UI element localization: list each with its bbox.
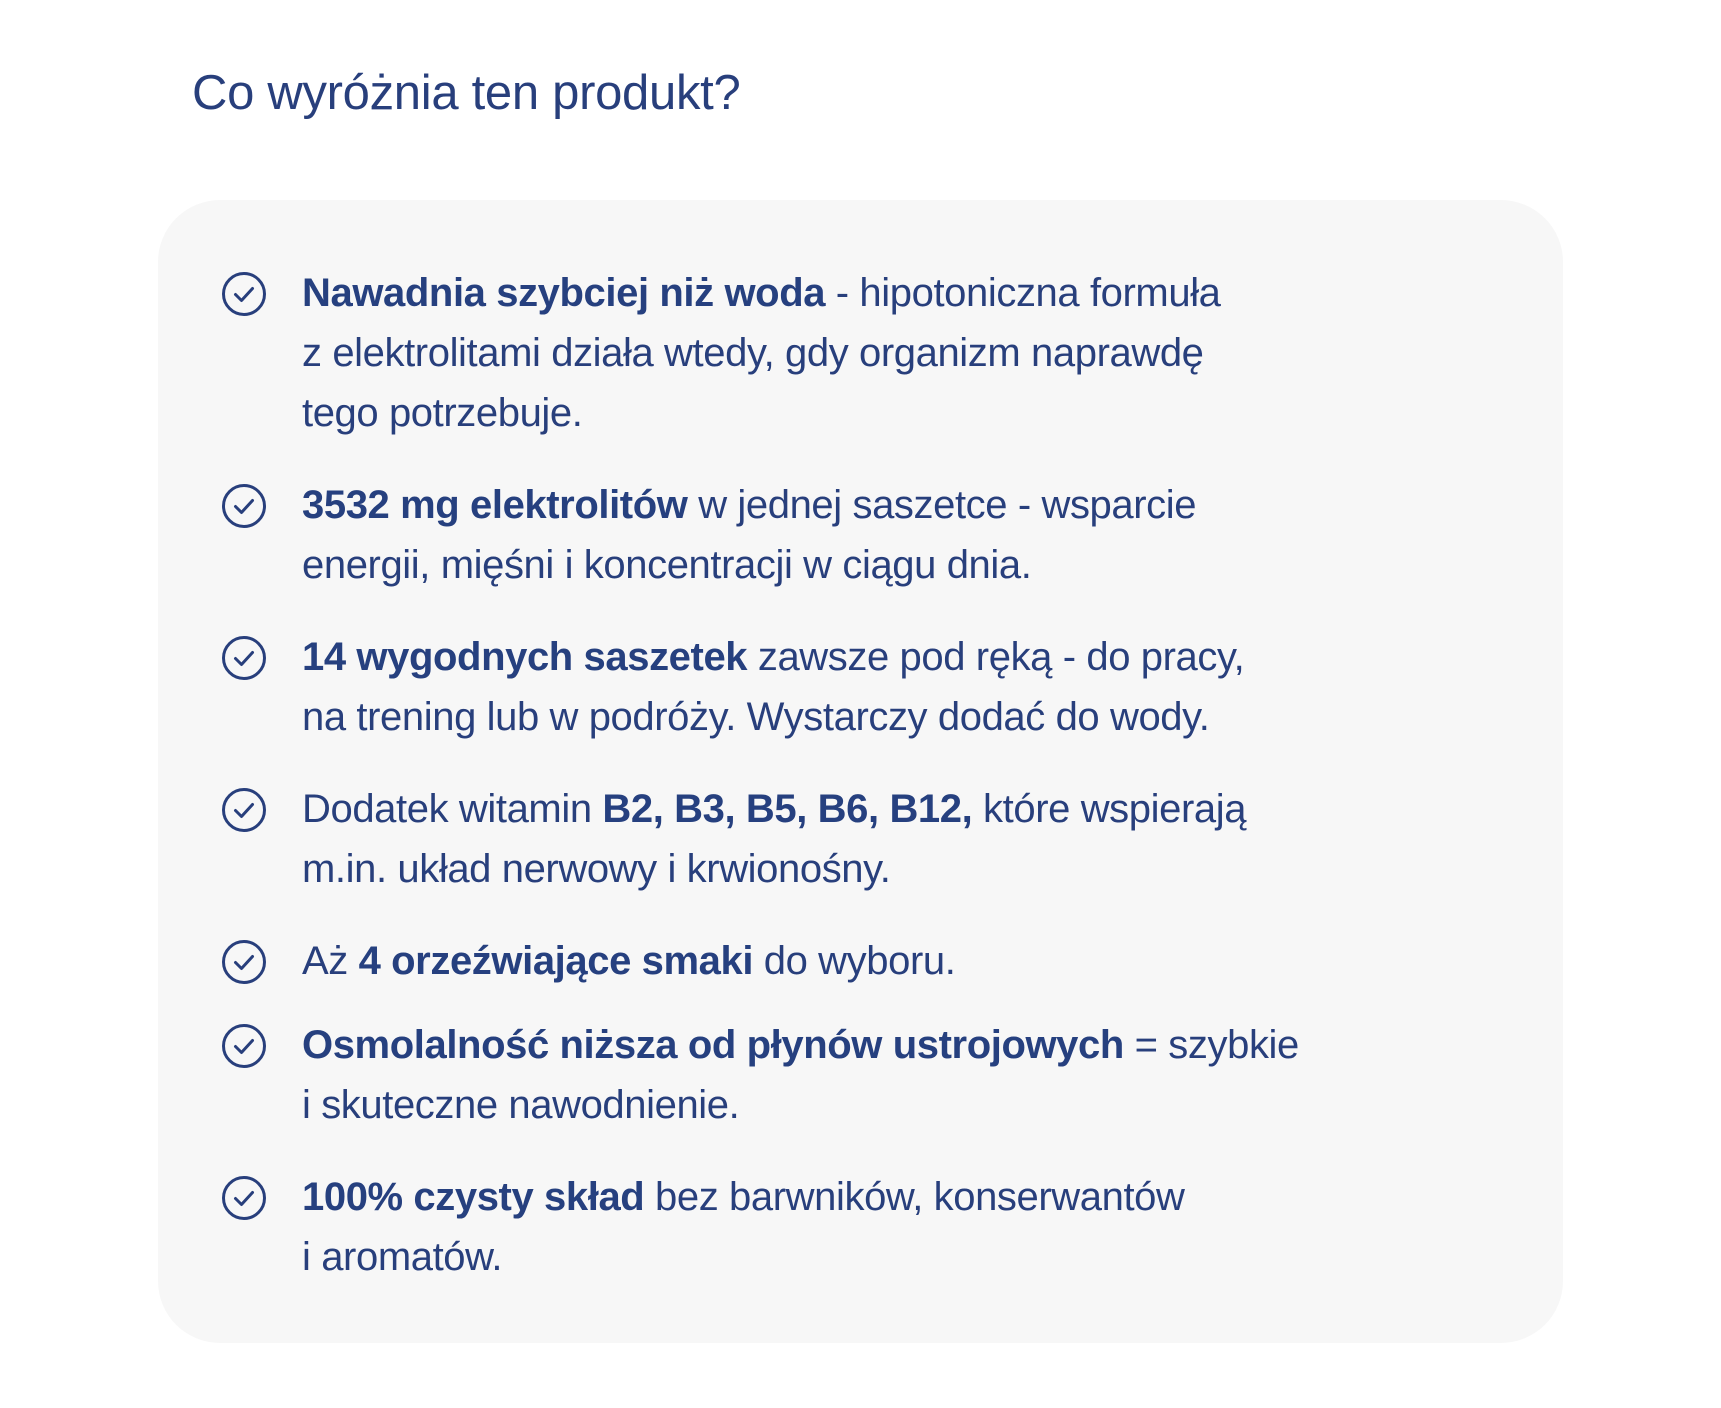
feature-description: do wyboru.	[753, 939, 956, 983]
feature-item	[220, 1167, 1520, 1287]
feature-item	[220, 779, 1520, 899]
check-circle-icon	[220, 482, 268, 530]
feature-text	[302, 787, 1246, 891]
feature-item	[220, 263, 1520, 443]
feature-description: Dodatek witamin	[302, 787, 603, 831]
check-circle-icon	[220, 1022, 268, 1070]
feature-description: = szybkie i skuteczne nawodnienie.	[302, 1023, 1299, 1127]
feature-list	[220, 263, 1520, 1319]
feature-text	[302, 1023, 1299, 1127]
check-circle-icon	[220, 634, 268, 682]
feature-highlight: Osmolalność niższa od płynów ustrojowych	[302, 1023, 1124, 1067]
feature-item	[220, 931, 1520, 991]
page-title: Co wyróżnia ten produkt?	[192, 66, 741, 120]
feature-item	[220, 475, 1520, 595]
check-circle-icon	[220, 938, 268, 986]
feature-text	[302, 1175, 1185, 1279]
feature-description: Aż	[302, 939, 359, 983]
check-circle-icon	[220, 270, 268, 318]
features-card	[158, 200, 1563, 1343]
check-circle-icon	[220, 786, 268, 834]
feature-description: które wspierają m.in. układ nerwowy i krwionośny.	[302, 787, 1247, 891]
check-circle-icon	[220, 1174, 268, 1222]
feature-highlight: 100% czysty skład	[302, 1175, 645, 1219]
feature-highlight: Nawadnia szybciej niż woda	[302, 271, 826, 315]
feature-item	[220, 1015, 1520, 1135]
feature-description: w jednej saszetce - wsparcie energii, mięśni i koncentracji w ciągu dnia.	[302, 483, 1197, 587]
feature-text	[302, 483, 1196, 587]
feature-text	[302, 271, 1221, 435]
feature-highlight: 14 wygodnych saszetek	[302, 635, 748, 679]
feature-item	[220, 627, 1520, 747]
feature-description: zawsze pod ręką - do pracy, na trening lub w podróży. Wystarczy dodać do wody.	[302, 635, 1245, 739]
feature-text	[302, 635, 1244, 739]
feature-text	[302, 939, 955, 983]
feature-description: - hipotoniczna formuła z elektrolitami działa wtedy, gdy organizm naprawdę tego potrzebuje.	[302, 271, 1221, 435]
feature-description: bez barwników, konserwantów i aromatów.	[302, 1175, 1185, 1279]
feature-highlight: B2, B3, B5, B6, B12,	[602, 787, 973, 831]
feature-highlight: 3532 mg elektrolitów	[302, 483, 688, 527]
feature-highlight: 4 orzeźwiające smaki	[358, 939, 754, 983]
